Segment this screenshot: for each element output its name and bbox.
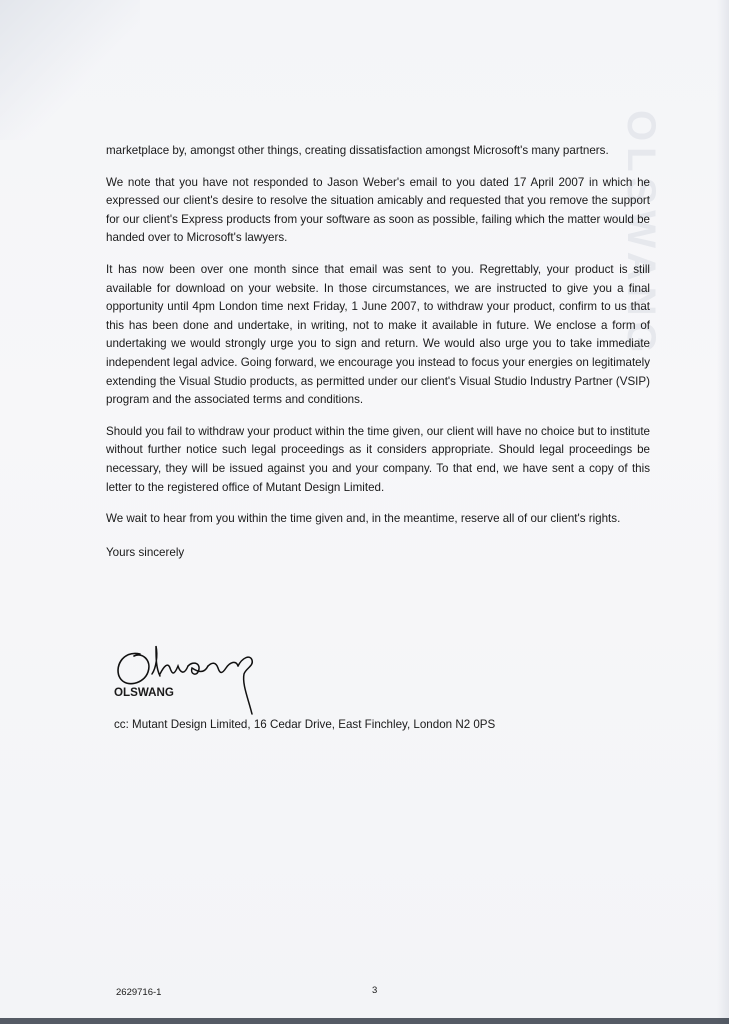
paragraph-3: It has now been over one month since that email was sent to you. Regrettably, your product is still available for download on your website. In those circumstances, we are instructed to give you a final opportunity until 4pm London time next Friday, 1 June 2007, to withdraw your product, confirm to us that this has been done and undertake, in writing, not to make it available in future. We enclose a form of undertaking we would strongly urge you to sign and return. We would also urge you to take immediate independent legal advice. Going forward, we encourage you instead to focus your energies on legitimately extending the Visual Studio products, as permitted under our client's Visual Studio Industry Partner (VSIP) program and the associated terms and conditions. [106,262,650,407]
letterhead-watermark: OLSWANG [619,110,663,359]
paragraph-1: marketplace by, amongst other things, creating dissatisfaction amongst Microsoft's many partners. [106,144,609,157]
handwritten-signature [112,638,272,722]
paragraph-4: Should you fail to withdraw your product within the time given, our client will have no choice but to institute without further notice such legal proceedings as it considers appropriate. Should legal proceedings be necessary, they will be issued against you and your company. To that end, we have sent a copy of this letter to the registered office of Mutant Design Limited. [106,424,650,494]
page-number: 3 [372,985,378,996]
letter-body [106,142,650,562]
scan-bottom-edge [0,1018,729,1024]
paragraph-2: We note that you have not responded to Jason Weber's email to you dated 17 April 2007 in which he expressed our client's desire to resolve the situation amicably and requested that you remove the support for our client's Express products from your software as soon as possible, failing which the matter would be handed over to Microsoft's lawyers. [106,175,650,245]
document-reference: 2629716-1 [116,987,162,998]
cc-line: cc: Mutant Design Limited, 16 Cedar Drive, East Finchley, London N2 0PS [114,718,496,731]
page-edge-shadow [717,0,729,1024]
closing-salutation: Yours sincerely [106,545,185,559]
page-fold-shadow [0,0,140,140]
signatory-name: OLSWANG [114,686,174,699]
paragraph-5: We wait to hear from you within the time given and, in the meantime, reserve all of our client's rights. [106,512,621,526]
